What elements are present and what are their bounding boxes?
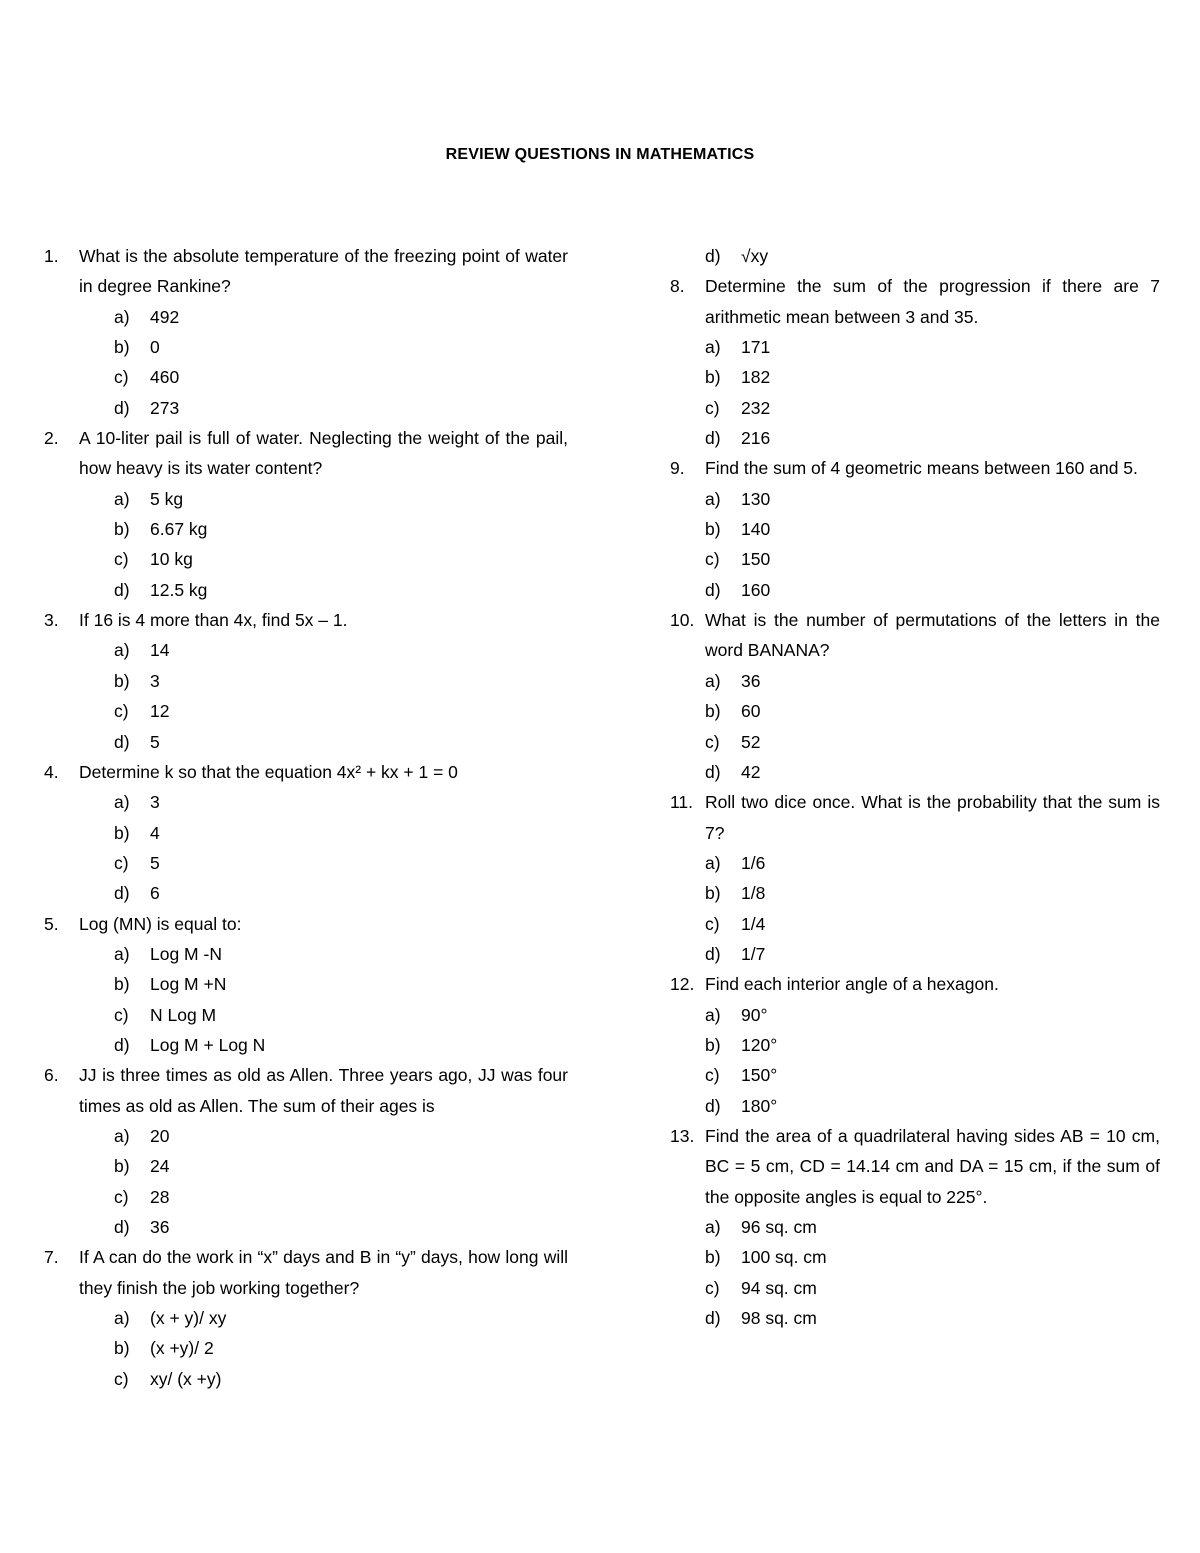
option — [670, 1060, 1160, 1090]
option-letter: b) — [705, 1247, 721, 1268]
option — [44, 1000, 568, 1030]
option — [670, 575, 1160, 605]
option — [44, 302, 568, 332]
question-text: A 10-liter pail is full of water. Neglecting the weight of the pail, how heavy is its water content? — [79, 428, 568, 479]
option — [44, 727, 568, 757]
option — [670, 241, 1160, 271]
option-letter: c) — [705, 731, 720, 752]
option — [44, 1333, 568, 1363]
question-8 — [670, 271, 1160, 332]
option-text: Log M -N — [150, 943, 222, 964]
options-list — [44, 787, 568, 908]
options-list — [670, 666, 1160, 787]
option-text: Log M +N — [150, 974, 227, 995]
option — [670, 1212, 1160, 1242]
option-letter: d) — [114, 731, 130, 752]
option-letter: b) — [114, 1338, 130, 1359]
option — [670, 544, 1160, 574]
option-text: 216 — [741, 428, 771, 449]
option — [670, 939, 1160, 969]
option — [44, 1364, 568, 1394]
option-letter: c) — [114, 1004, 129, 1025]
option-letter: b) — [705, 519, 721, 540]
question-text: Find the area of a quadrilateral having sides AB = 10 cm, BC = 5 cm, CD = 14.14 cm and DA = 15 cm, if the sum of the opposite angles is equal to 225°. — [705, 1125, 1160, 1207]
option — [670, 696, 1160, 726]
option-text: 0 — [150, 337, 160, 358]
question-text: Log (MN) is equal to: — [79, 913, 242, 934]
option — [670, 1242, 1160, 1272]
option-text: (x + y)/ xy — [150, 1308, 227, 1329]
options-list — [670, 484, 1160, 605]
option-letter: d) — [114, 397, 130, 418]
option-letter: a) — [705, 337, 721, 358]
option — [44, 969, 568, 999]
option — [44, 696, 568, 726]
question-number: 12. — [670, 974, 695, 995]
option-text: 460 — [150, 367, 180, 388]
question-number: 8. — [670, 276, 685, 297]
question-number: 10. — [670, 610, 695, 631]
option-letter: c) — [705, 549, 720, 570]
question-text: Determine the sum of the progression if there are 7 arithmetic mean between 3 and 35. — [705, 276, 1160, 327]
question-number: 2. — [44, 428, 59, 449]
question-4 — [44, 757, 568, 787]
question-1 — [44, 241, 568, 302]
option — [670, 1091, 1160, 1121]
option-letter: a) — [114, 943, 130, 964]
option — [670, 393, 1160, 423]
option-letter: c) — [114, 701, 129, 722]
option-text: N Log M — [150, 1004, 217, 1025]
options-list — [44, 1121, 568, 1242]
options-list — [670, 848, 1160, 969]
question-number: 1. — [44, 246, 59, 266]
option-letter: c) — [114, 367, 129, 388]
option-text: 1/8 — [741, 883, 766, 904]
option — [44, 666, 568, 696]
option — [44, 1121, 568, 1151]
option-letter: b) — [705, 701, 721, 722]
option-letter: d) — [705, 428, 721, 449]
question-text: Roll two dice once. What is the probability that the sum is 7? — [705, 792, 1160, 843]
option — [670, 362, 1160, 392]
options-list — [44, 302, 568, 423]
option-letter: b) — [114, 519, 130, 540]
option-text: 96 sq. cm — [741, 1217, 817, 1237]
option-text: 10 kg — [150, 549, 193, 570]
option-letter: a) — [705, 670, 721, 691]
question-3 — [44, 605, 568, 635]
option-text: 36 — [150, 1217, 170, 1237]
option — [670, 423, 1160, 453]
option-text: 60 — [741, 701, 761, 722]
option-letter: b) — [114, 337, 130, 358]
option-text: 5 — [150, 852, 160, 873]
option — [44, 575, 568, 605]
option-text: 1/7 — [741, 943, 766, 964]
option-text: 5 — [150, 731, 160, 752]
option-text: 120° — [741, 1034, 778, 1055]
option — [44, 635, 568, 665]
question-number: 4. — [44, 761, 59, 782]
page-title: REVIEW QUESTIONS IN MATHEMATICS — [445, 146, 755, 163]
question-number: 9. — [670, 458, 685, 479]
option-text: 1/4 — [741, 913, 766, 934]
option — [44, 544, 568, 574]
question-number: 7. — [44, 1247, 59, 1268]
option-text: 98 sq. cm — [741, 1308, 817, 1329]
question-text: Find the sum of 4 geometric means between 160 and 5. — [705, 458, 1138, 479]
option-text: 12.5 kg — [150, 579, 208, 600]
option — [670, 484, 1160, 514]
option — [44, 514, 568, 544]
option-text: xy/ (x +y) — [150, 1368, 222, 1389]
question-text: What is the absolute temperature of the freezing point of water in degree Rankine? — [79, 246, 568, 297]
option — [44, 1151, 568, 1181]
option-text: 42 — [741, 761, 761, 782]
option-letter: b) — [114, 822, 130, 843]
options-list — [44, 939, 568, 1060]
option-letter: b) — [114, 1156, 130, 1177]
question-number: 6. — [44, 1065, 59, 1086]
option-letter: d) — [705, 1095, 721, 1116]
question-7 — [44, 1242, 568, 1303]
option-letter: c) — [705, 1065, 720, 1086]
question-text: What is the number of permutations of the letters in the word BANANA? — [705, 610, 1160, 661]
option-text: 36 — [741, 670, 761, 691]
option — [670, 727, 1160, 757]
question-number: 5. — [44, 913, 59, 934]
option-letter: b) — [114, 974, 130, 995]
option-letter: c) — [114, 852, 129, 873]
option-text: 150° — [741, 1065, 778, 1086]
question-text: If 16 is 4 more than 4x, find 5x – 1. — [79, 610, 348, 631]
option-letter: c) — [705, 913, 720, 934]
option-letter: c) — [114, 549, 129, 570]
option-letter: b) — [705, 367, 721, 388]
option-text: 273 — [150, 397, 180, 418]
option-letter: b) — [705, 883, 721, 904]
option-text: √xy — [741, 246, 769, 266]
option-text: 130 — [741, 488, 771, 509]
option-letter: d) — [114, 1034, 130, 1055]
option-letter: d) — [705, 1308, 721, 1329]
question-5 — [44, 909, 568, 939]
option-letter: d) — [114, 579, 130, 600]
option-text: Log M + Log N — [150, 1034, 266, 1055]
option-letter: c) — [114, 1368, 129, 1389]
option-text: 492 — [150, 306, 180, 327]
option — [44, 818, 568, 848]
option — [670, 1303, 1160, 1333]
option-text: 171 — [741, 337, 771, 358]
option — [44, 787, 568, 817]
question-text: Determine k so that the equation 4x² + kx + 1 = 0 — [79, 761, 458, 782]
option-text: 4 — [150, 822, 160, 843]
option — [44, 1182, 568, 1212]
option-text: 182 — [741, 367, 771, 388]
option-letter: c) — [705, 1277, 720, 1298]
option — [670, 848, 1160, 878]
options-list — [670, 1212, 1160, 1333]
option-text: 90° — [741, 1004, 768, 1025]
option-letter: a) — [114, 1308, 130, 1329]
option-letter: a) — [705, 488, 721, 509]
option-text: 180° — [741, 1095, 778, 1116]
option-letter: d) — [114, 883, 130, 904]
option-letter: d) — [705, 246, 721, 266]
option-letter: c) — [114, 1186, 129, 1207]
question-text: JJ is three times as old as Allen. Three years ago, JJ was four times as old as Allen. The sum of their ages is — [79, 1065, 568, 1116]
question-6 — [44, 1060, 568, 1121]
option-letter: b) — [705, 1034, 721, 1055]
question-2 — [44, 423, 568, 484]
question-12 — [670, 969, 1160, 999]
option-text: (x +y)/ 2 — [150, 1338, 214, 1359]
option-letter: d) — [705, 943, 721, 964]
option — [44, 1030, 568, 1060]
option — [670, 1000, 1160, 1030]
question-number: 13. — [670, 1125, 695, 1146]
option — [670, 666, 1160, 696]
option-text: 6 — [150, 883, 160, 904]
option-text: 232 — [741, 397, 771, 418]
option-letter: c) — [705, 397, 720, 418]
option — [44, 848, 568, 878]
option — [44, 1212, 568, 1242]
option-letter: a) — [114, 306, 130, 327]
option-letter: d) — [705, 579, 721, 600]
options-list — [44, 635, 568, 756]
question-text: If A can do the work in “x” days and B in “y” days, how long will they finish the job working together? — [79, 1247, 568, 1298]
options-list — [670, 1000, 1160, 1121]
option — [670, 1030, 1160, 1060]
option-text: 6.67 kg — [150, 519, 208, 540]
options-list — [670, 332, 1160, 453]
question-9 — [670, 453, 1160, 483]
question-number: 3. — [44, 610, 59, 631]
option-letter: a) — [705, 852, 721, 873]
option-text: 24 — [150, 1156, 170, 1177]
option-text: 140 — [741, 519, 771, 540]
option — [44, 393, 568, 423]
option-text: 160 — [741, 579, 771, 600]
option-text: 12 — [150, 701, 170, 722]
question-number: 11. — [670, 792, 694, 813]
option-text: 3 — [150, 792, 160, 813]
option-letter: a) — [114, 488, 130, 509]
question-text: Find each interior angle of a hexagon. — [705, 974, 999, 995]
option-letter: a) — [114, 640, 130, 661]
option — [670, 332, 1160, 362]
right-column — [670, 241, 1160, 1333]
option — [670, 1273, 1160, 1303]
option — [670, 909, 1160, 939]
option — [44, 484, 568, 514]
question-10 — [670, 605, 1160, 666]
option — [44, 1303, 568, 1333]
option-text: 28 — [150, 1186, 170, 1207]
left-column — [44, 241, 568, 1394]
question-13 — [670, 1121, 1160, 1212]
option — [44, 362, 568, 392]
option-letter: a) — [705, 1004, 721, 1025]
option-text: 3 — [150, 670, 160, 691]
option-text: 100 sq. cm — [741, 1247, 827, 1268]
option — [44, 332, 568, 362]
option — [44, 939, 568, 969]
option-letter: a) — [114, 1125, 130, 1146]
option-text: 52 — [741, 731, 761, 752]
option — [670, 514, 1160, 544]
option-text: 150 — [741, 549, 771, 570]
option-text: 94 sq. cm — [741, 1277, 817, 1298]
option-text: 1/6 — [741, 852, 766, 873]
option-letter: a) — [705, 1217, 721, 1237]
options-list — [670, 241, 1160, 271]
option-text: 5 kg — [150, 488, 184, 509]
option — [44, 878, 568, 908]
options-list — [44, 1303, 568, 1394]
option-text: 14 — [150, 640, 170, 661]
question-11 — [670, 787, 1160, 848]
option-text: 20 — [150, 1125, 170, 1146]
options-list — [44, 484, 568, 605]
option-letter: d) — [705, 761, 721, 782]
option — [670, 757, 1160, 787]
option-letter: a) — [114, 792, 130, 813]
option-letter: b) — [114, 670, 130, 691]
option-letter: d) — [114, 1217, 130, 1237]
option — [670, 878, 1160, 908]
